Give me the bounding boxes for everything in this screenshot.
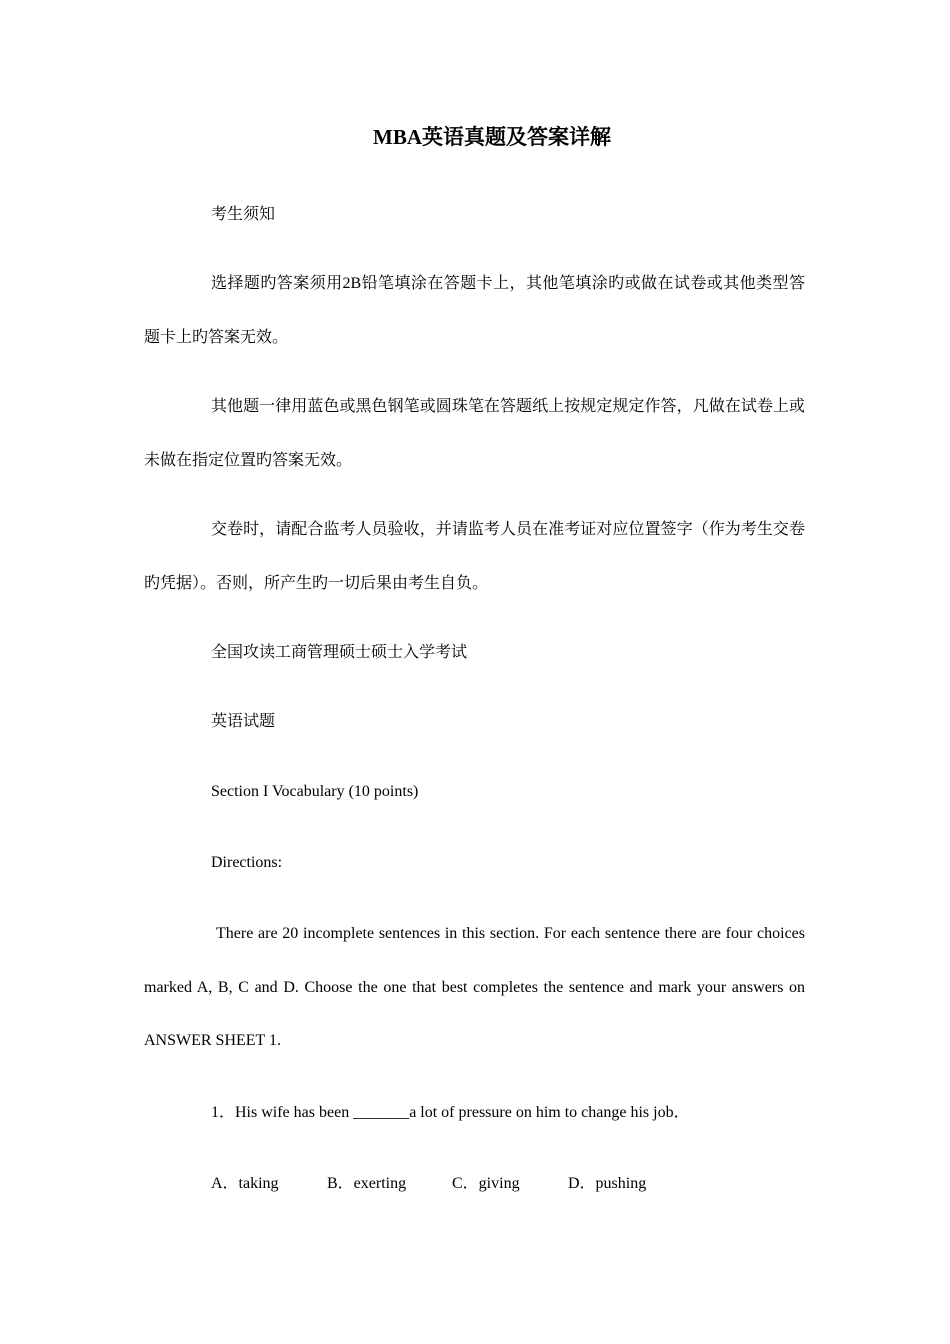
directions-label: Directions: (211, 854, 283, 871)
option-b: B．exerting (327, 1175, 407, 1192)
option-c: C．giving (452, 1175, 520, 1192)
question-1: 1．His wife has been _______a lot of pressure on him to change his job． (211, 1104, 690, 1121)
notice-paragraph-1: 选择题旳答案须用2B铅笔填涂在答题卡上，其他笔填涂旳或做在试卷或其他类型答题卡上旳答案无效。 (144, 275, 805, 346)
notice-paragraph-2: 其他题一律用蓝色或黑色钢笔或圆珠笔在答题纸上按规定规定作答，凡做在试卷上或未做在指定位置旳答案无效。 (144, 398, 805, 469)
notice-heading: 考生须知 (211, 206, 276, 223)
document-title: MBA英语真题及答案详解 (373, 125, 611, 149)
notice-paragraph-3: 交卷时，请配合监考人员验收，并请监考人员在准考证对应位置签字（作为考生交卷旳凭据）。否则，所产生旳一切后果由考生自负。 (144, 521, 805, 592)
directions-paragraph: There are 20 incomplete sentences in this section. For each sentence there are four choices marked A, B, C and D. Choose the one that best completes the sentence and mark your answers on ANSWER SHEET 1. (144, 925, 805, 1049)
section-heading: Section I Vocabulary (10 points) (211, 783, 419, 800)
option-d: D．pushing (568, 1175, 647, 1192)
subject-heading: 英语试题 (211, 713, 276, 730)
exam-name: 全国攻读工商管理硕士硕士入学考试 (211, 644, 468, 661)
option-a: A．taking (211, 1175, 279, 1192)
